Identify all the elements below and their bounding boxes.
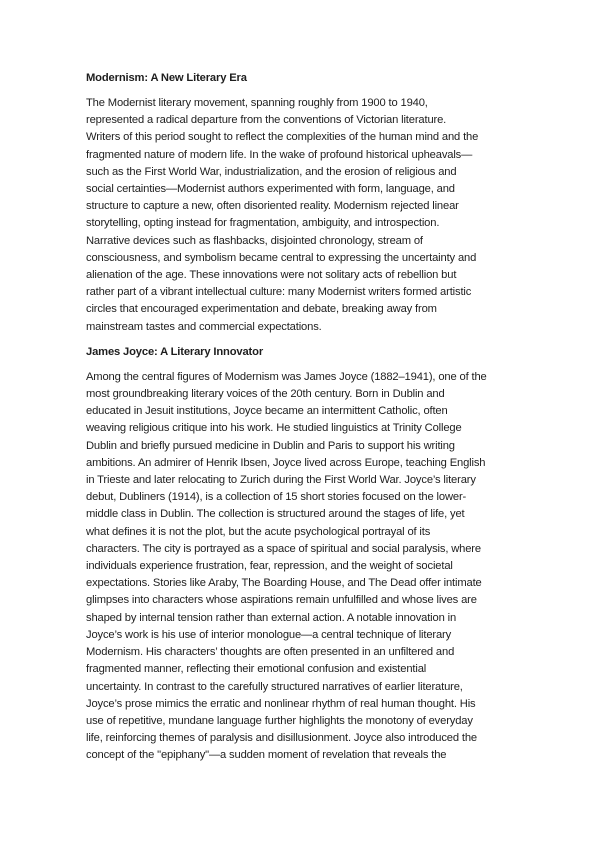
text-line: what defines it is not the plot, but the acute psychological portrayal of its [86,525,431,538]
text-line: middle class in Dublin. The collection is structured around the stages of life, yet [86,508,465,521]
section-modernism [86,70,516,336]
text-line: such as the First World War, industrialization, and the erosion of religious and [86,165,457,178]
text-line: debut, Dubliners (1914), is a collection of 15 short stories focused on the lower- [86,491,467,504]
text-line: individuals experience frustration, fear, repression, and the weight of societal [86,560,453,573]
text-line: expectations. Stories like Araby, The Boarding House, and The Dead offer intimate [86,577,482,590]
section-heading: James Joyce: A Literary Innovator [86,345,264,358]
section-heading: Modernism: A New Literary Era [86,72,247,84]
text-line: use of repetitive, mundane language further highlights the monotony of everyday [86,714,473,727]
text-line: Narrative devices such as flashbacks, disjointed chronology, stream of [86,234,423,247]
document-page [86,70,516,773]
text-line: fragmented manner, reflecting their emotional confusion and existential [86,663,427,676]
text-line: mainstream tastes and commercial expectations. [86,320,322,333]
section-james-joyce [86,344,516,765]
text-line: life, reinforcing themes of paralysis and disillusionment. Joyce also introduced the [86,732,477,745]
text-line: Joyce’s work is his use of interior monologue—a central technique of literary [86,628,452,641]
text-line: fragmented nature of modern life. In the wake of profound historical upheavals— [86,148,473,161]
text-line: The Modernist literary movement, spanning roughly from 1900 to 1940, [86,97,428,109]
text-line: uncertainty. In contrast to the carefully structured narratives of earlier literature, [86,680,463,693]
text-line: Modernism. His characters’ thoughts are often presented in an unfiltered and [86,646,455,659]
text-line: social certainties—Modernist authors experimented with form, language, and [86,183,455,196]
text-line: Dublin and briefly pursued medicine in Dublin and Paris to support his writing [86,439,455,452]
text-line: Among the central figures of Modernism was James Joyce (1882–1941), one of the [86,370,487,383]
text-line: rather part of a vibrant intellectual culture: many Modernist writers formed artistic [86,286,472,299]
text-line: consciousness, and symbolism became central to expressing the uncertainty and [86,251,477,264]
text-line: educated in Jesuit institutions, Joyce became an intermittent Catholic, often [86,405,448,418]
text-line: structure to capture a new, often disoriented reality. Modernism rejected linear [86,200,459,213]
text-line: in Trieste and later relocating to Zurich during the First World War. Joyce’s literary [86,474,476,487]
text-line: storytelling, opting instead for fragmentation, ambiguity, and introspection. [86,217,440,230]
text-line: Writers of this period sought to reflect the complexities of the human mind and the [86,131,479,144]
section-paragraph [86,95,516,336]
text-line: weaving religious critique into his work. He studied linguistics at Trinity College [86,422,462,435]
text-line: characters. The city is portrayed as a space of spiritual and social paralysis, where [86,542,481,555]
text-line: Joyce’s prose mimics the erratic and nonlinear rhythm of real human thought. His [86,697,476,710]
text-line: represented a radical departure from the conventions of Victorian literature. [86,114,447,127]
text-line: concept of the "epiphany"—a sudden moment of revelation that reveals the [86,749,447,762]
text-line: ambitions. An admirer of Henrik Ibsen, Joyce lived across Europe, teaching English [86,456,486,469]
section-paragraph [86,369,516,765]
text-line: most groundbreaking literary voices of the 20th century. Born in Dublin and [86,388,445,401]
text-line: shaped by internal tension rather than external action. A notable innovation in [86,611,457,624]
text-line: glimpses into characters whose aspirations remain unfulfilled and whose lives are [86,594,477,607]
text-line: circles that encouraged experimentation and debate, breaking away from [86,303,437,316]
text-line: alienation of the age. These innovations were not solitary acts of rebellion but [86,269,457,282]
